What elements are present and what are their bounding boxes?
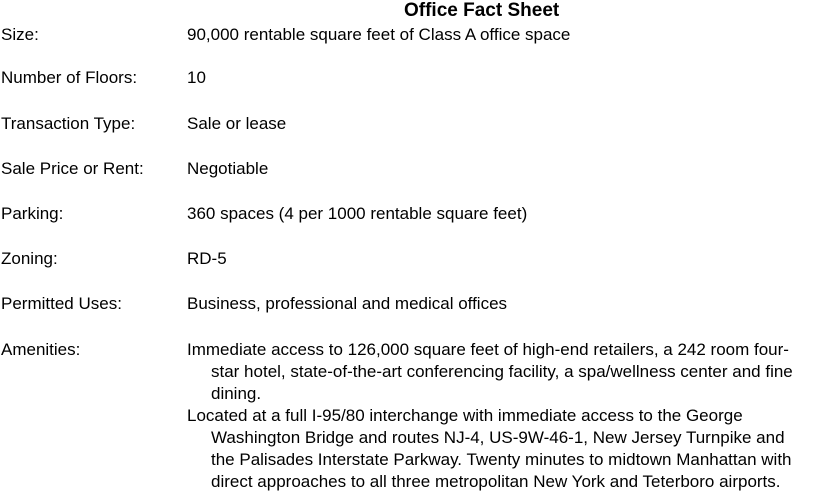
fact-value: RD-5: [187, 249, 227, 268]
fact-value: Negotiable: [187, 159, 269, 178]
amenities-line: star hotel, state-of-the-art conferencing facility, a spa/wellness center and fine: [211, 362, 793, 381]
fact-label: Sale Price or Rent:: [1, 159, 144, 178]
fact-value: Sale or lease: [187, 114, 287, 133]
amenities-paragraph-retail: [187, 339, 827, 405]
fact-value: 10: [187, 68, 206, 87]
fact-value: 90,000 rentable square feet of Class A office space: [187, 25, 571, 44]
fact-label: Amenities:: [1, 340, 81, 359]
fact-label: Number of Floors:: [1, 68, 138, 87]
amenities-line: dining.: [211, 384, 262, 403]
amenities-line: the Palisades Interstate Parkway. Twenty minutes to midtown Manhattan with: [211, 450, 792, 469]
fact-label: Transaction Type:: [1, 114, 136, 133]
fact-value: Business, professional and medical offices: [187, 294, 508, 313]
fact-label: Zoning:: [1, 249, 58, 268]
fact-label: Size:: [1, 25, 39, 44]
amenities-line: Located at a full I-95/80 interchange with immediate access to the George: [187, 406, 743, 425]
page-title: Office Fact Sheet: [404, 0, 560, 21]
amenities-line: Washington Bridge and routes NJ-4, US-9W-46-1, New Jersey Turnpike and: [211, 428, 785, 447]
amenities-line: direct approaches to all three metropolitan New York and Teterboro airports.: [211, 472, 781, 491]
fact-label: Parking:: [1, 204, 64, 223]
fact-value: 360 spaces (4 per 1000 rentable square feet): [187, 204, 528, 223]
fact-label: Permitted Uses:: [1, 294, 122, 313]
amenities-line: Immediate access to 126,000 square feet of high-end retailers, a 242 room four-: [187, 340, 789, 359]
amenities-paragraph-location: [187, 405, 827, 493]
